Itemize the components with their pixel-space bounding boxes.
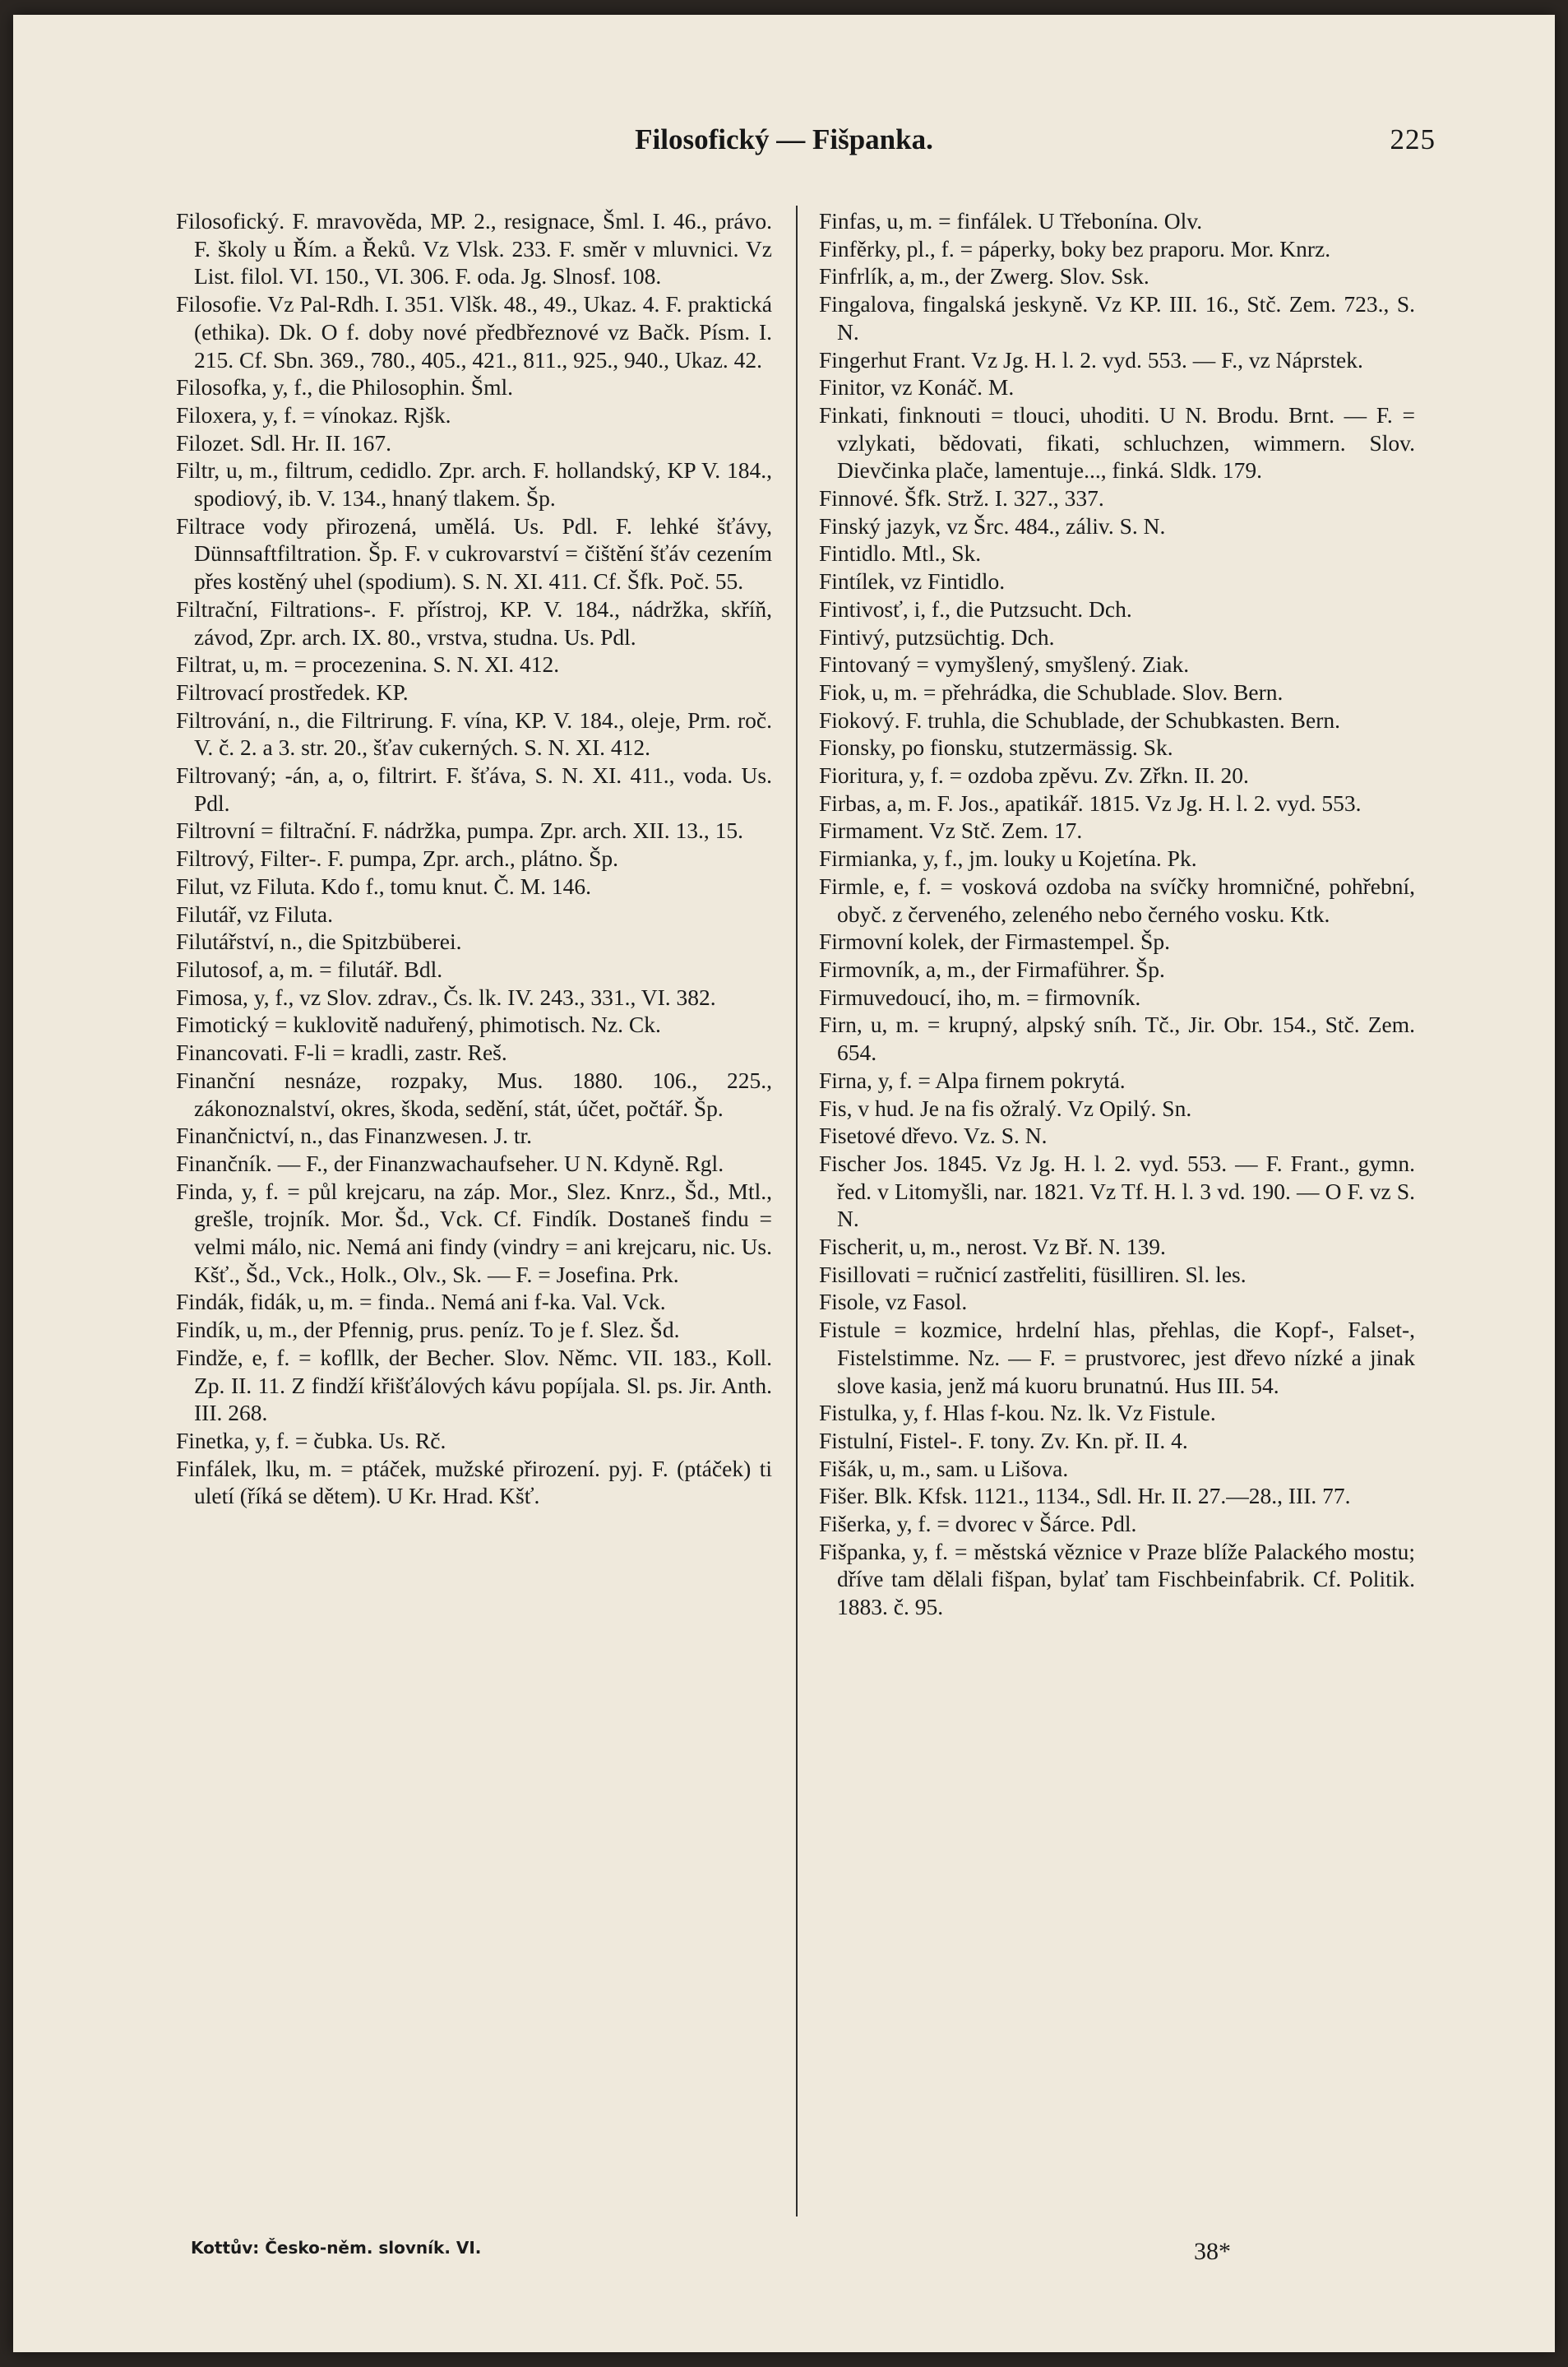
dictionary-entry: Fistule = kozmice, hrdelní hlas, přehlas, die Kopf-, Falset-, Fistelstimme. Nz. — F. = prustvorec, jest dřevo nízké a jinak slove kasia, jenž má kuoru brunatnú. Hus III. 54. <box>819 1317 1415 1398</box>
dictionary-entry: Fistulka, y, f. Hlas f-kou. Nz. lk. Vz Fistule. <box>819 1400 1216 1426</box>
dictionary-entry: Fionsky, po fionsku, stutzermässig. Sk. <box>819 734 1173 761</box>
dictionary-entry: Fistulní, Fistel-. F. tony. Zv. Kn. př. II. 4. <box>819 1427 1188 1453</box>
dictionary-entry: Finnové. Šfk. Strž. I. 327., 337. <box>819 485 1104 512</box>
page-number: 225 <box>1390 123 1436 155</box>
dictionary-entry: Fišpanka, y, f. = městská věznice v Praze blíže Palackého mostu; dříve tam dělali fišpan, bylať tam Fischbeinfabrik. Cf. Politik. 1883. č. 95. <box>819 1538 1415 1620</box>
dictionary-entry: Firmovník, a, m., der Firmaführer. Šp. <box>819 956 1165 982</box>
dictionary-entry: Filut, vz Filuta. Kdo f., tomu knut. Č. M. 146. <box>176 873 591 899</box>
dictionary-entry: Finfrlík, a, m., der Zwerg. Slov. Ssk. <box>819 263 1149 290</box>
dictionary-entry: Firbas, a, m. F. Jos., apatikář. 1815. Vz Jg. H. l. 2. vyd. 553. <box>819 790 1362 816</box>
left-column <box>176 207 772 1510</box>
dictionary-entry: Fintílek, vz Fintidlo. <box>819 568 1006 595</box>
footer-note: Kottův: Česko-něm. slovník. VI. <box>191 2238 482 2258</box>
dictionary-entry: Finfas, u, m. = finfálek. U Třebonína. Olv. <box>819 208 1203 234</box>
dictionary-entry: Filtrování, n., die Filtrirung. F. vína, KP. V. 184., oleje, Prm. roč. V. č. 2. a 3. str. 20., šťav cukerných. S. N. XI. 412. <box>176 706 772 761</box>
dictionary-entry: Finfálek, lku, m. = ptáček, mužské přirození. pyj. F. (ptáček) ti uletí (říká se dětem). U Kr. Hrad. Kšť. <box>176 1455 772 1509</box>
dictionary-entry: Filtrační, Filtrations-. F. přístroj, KP. V. 184., nádržka, skříň, závod, Zpr. arch. IX. 80., vrstva, studna. Us. Pdl. <box>176 595 772 650</box>
dictionary-entry: Firmuvedoucí, iho, m. = firmovník. <box>819 984 1141 1010</box>
dictionary-entry: Firn, u, m. = krupný, alpský sníh. Tč., Jir. Obr. 154., Stč. Zem. 654. <box>819 1012 1415 1066</box>
dictionary-entry: Finanční nesnáze, rozpaky, Mus. 1880. 106., 225., zákonoznalství, okres, škoda, sedění, stát, účet, počtář. Šp. <box>176 1067 772 1121</box>
dictionary-entry: Filtrat, u, m. = procezenina. S. N. XI. 412. <box>176 651 560 678</box>
dictionary-entry: Filosofka, y, f., die Philosophin. Šml. <box>176 374 513 401</box>
dictionary-page <box>13 15 1555 2352</box>
dictionary-entry: Fiok, u, m. = přehrádka, die Schublade. Slov. Bern. <box>819 679 1284 705</box>
dictionary-entry: Finda, y, f. = půl krejcaru, na záp. Mor., Slez. Knrz., Šd., Mtl., grešle, trojník. Mor. Šd., Vck. Cf. Findík. Dostaneš findu = velmi málo, nic. Nemá ani findy (vindry = ani krejcaru, nic. Us. Kšť., Šd., Vck., Holk., Olv., Sk. — F. = Josefina. Prk. <box>176 1178 772 1287</box>
dictionary-entry: Filtr, u, m., filtrum, cedidlo. Zpr. arch. F. hollandský, KP V. 184., spodiový, ib. V. 134., hnaný tlakem. Šp. <box>176 457 772 512</box>
dictionary-entry: Finkati, finknouti = tlouci, uhoditi. U N. Brodu. Brnt. — F. = vzlykati, bědovati, fikati, schluchzen, wimmern. Slov. Dievčinka plače, lamentuje..., finká. Sldk. 179. <box>819 401 1415 484</box>
dictionary-entry: Filtrovaný; -án, a, o, filtrirt. F. šťáva, S. N. XI. 411., voda. Us. Pdl. <box>176 762 772 816</box>
dictionary-entry: Fintivosť, i, f., die Putzsucht. Dch. <box>819 595 1132 622</box>
dictionary-entry: Firmament. Vz Stč. Zem. 17. <box>819 818 1083 844</box>
dictionary-entry: Fioritura, y, f. = ozdoba zpěvu. Zv. Zřkn. II. 20. <box>819 762 1249 789</box>
dictionary-entry: Fintidlo. Mtl., Sk. <box>819 540 982 567</box>
dictionary-entry: Finančník. — F., der Finanzwachaufseher. U N. Kdyně. Rgl. <box>176 1150 724 1176</box>
dictionary-entry: Fischerit, u, m., nerost. Vz Bř. N. 139. <box>819 1234 1166 1260</box>
dictionary-entry: Fisillovati = ručnicí zastřeliti, füsilliren. Sl. les. <box>819 1261 1247 1287</box>
dictionary-entry: Fimotický = kuklovitě naduřený, phimotisch. Nz. Ck. <box>176 1012 661 1038</box>
dictionary-entry: Finfěrky, pl., f. = páperky, boky bez praporu. Mor. Knrz. <box>819 235 1331 262</box>
dictionary-entry: Fintovaný = vymyšlený, smyšlený. Ziak. <box>819 651 1190 678</box>
column-divider <box>796 206 798 2216</box>
dictionary-entry: Finitor, vz Konáč. M. <box>819 374 1015 401</box>
dictionary-entry: Firmovní kolek, der Firmastempel. Šp. <box>819 929 1170 955</box>
dictionary-entry: Filutosof, a, m. = filutář. Bdl. <box>176 956 443 982</box>
running-title: Filosofický — Fišpanka. <box>635 123 933 155</box>
dictionary-entry: Filosofie. Vz Pal-Rdh. I. 351. Vlšk. 48., 49., Ukaz. 4. F. praktická (ethika). Dk. O f. doby nové předbřeznové vz Bačk. Písm. I. 215. Cf. Sbn. 369., 780., 405., 421., 811., 925., 940., Ukaz. 42. <box>176 291 772 373</box>
dictionary-entry: Filtrový, Filter-. F. pumpa, Zpr. arch., plátno. Šp. <box>176 845 619 872</box>
dictionary-entry: Fisetové dřevo. Vz. S. N. <box>819 1123 1048 1149</box>
dictionary-entry: Fisole, vz Fasol. <box>819 1289 968 1315</box>
dictionary-entry: Finančnictví, n., das Finanzwesen. J. tr. <box>176 1123 533 1149</box>
dictionary-entry: Fis, v hud. Je na fis ožralý. Vz Opilý. Sn. <box>819 1095 1192 1121</box>
dictionary-entry: Finetka, y, f. = čubka. Us. Rč. <box>176 1427 446 1453</box>
dictionary-entry: Filutář, vz Filuta. <box>176 901 333 927</box>
dictionary-entry: Findže, e, f. = kofllk, der Becher. Slov. Němc. VII. 183., Koll. Zp. II. 11. Z findží křišťálových kávu popíjala. Sl. ps. Jir. Anth. III. 268. <box>176 1344 772 1426</box>
dictionary-entry: Filoxera, y, f. = vínokaz. Rjšk. <box>176 401 451 428</box>
dictionary-entry: Fišák, u, m., sam. u Lišova. <box>819 1455 1069 1481</box>
dictionary-entry: Fiokový. F. truhla, die Schublade, der Schubkasten. Bern. <box>819 706 1341 733</box>
dictionary-entry: Fimosa, y, f., vz Slov. zdrav., Čs. lk. IV. 243., 331., VI. 382. <box>176 984 716 1010</box>
dictionary-entry: Fingerhut Frant. Vz Jg. H. l. 2. vyd. 553. — F., vz Náprstek. <box>819 346 1363 373</box>
dictionary-entry: Financovati. F-li = kradli, zastr. Reš. <box>176 1040 507 1066</box>
dictionary-entry: Filtrovní = filtrační. F. nádržka, pumpa. Zpr. arch. XII. 13., 15. <box>176 818 743 844</box>
dictionary-entry: Filozet. Sdl. Hr. II. 167. <box>176 429 392 456</box>
right-column <box>819 207 1415 1621</box>
signature-mark: 38* <box>1194 2238 1231 2265</box>
dictionary-entry: Filtrovací prostředek. KP. <box>176 679 409 705</box>
dictionary-entry: Findík, u, m., der Pfennig, prus. peníz. To je f. Slez. Šd. <box>176 1317 680 1343</box>
dictionary-entry: Fingalova, fingalská jeskyně. Vz KP. III. 16., Stč. Zem. 723., S. N. <box>819 291 1415 345</box>
dictionary-entry: Fischer Jos. 1845. Vz Jg. H. l. 2. vyd. 553. — F. Frant., gymn. řed. v Litomyšli, nar. 1821. Vz Tf. H. l. 3 vd. 190. — O F. vz S. N. <box>819 1150 1415 1232</box>
dictionary-entry: Firmle, e, f. = vosková ozdoba na svíčky hromničné, pohřební, obyč. z červeného, zeleného nebo černého vosku. Ktk. <box>819 873 1415 927</box>
dictionary-entry: Filosofický. F. mravověda, MP. 2., resignace, Šml. I. 46., právo. F. školy u Řím. a Řeků. Vz Vlsk. 233. F. směr v mluvnici. Vz List. filol. VI. 150., VI. 306. F. oda. Jg. Slnosf. 108. <box>176 208 772 290</box>
dictionary-entry: Firmianka, y, f., jm. louky u Kojetína. Pk. <box>819 845 1197 872</box>
dictionary-entry: Filtrace vody přirozená, umělá. Us. Pdl. F. lehké šťávy, Dünnsaftfiltration. Šp. F. v cukrovarství = čištění šťáv cezením přes kostěný uhel (spodium). S. N. XI. 411. Cf. Šfk. Poč. 55. <box>176 512 772 595</box>
dictionary-entry: Fintivý, putzsüchtig. Dch. <box>819 623 1055 650</box>
dictionary-entry: Filutářství, n., die Spitzbüberei. <box>176 929 462 955</box>
dictionary-entry: Fišer. Blk. Kfsk. 1121., 1134., Sdl. Hr. II. 27.—28., III. 77. <box>819 1483 1351 1509</box>
dictionary-entry: Findák, fidák, u, m. = finda.. Nemá ani f-ka. Val. Vck. <box>176 1289 666 1315</box>
dictionary-entry: Fišerka, y, f. = dvorec v Šárce. Pdl. <box>819 1511 1137 1537</box>
dictionary-entry: Finský jazyk, vz Šrc. 484., záliv. S. N. <box>819 512 1166 539</box>
dictionary-entry: Firna, y, f. = Alpa firnem pokrytá. <box>819 1067 1126 1093</box>
